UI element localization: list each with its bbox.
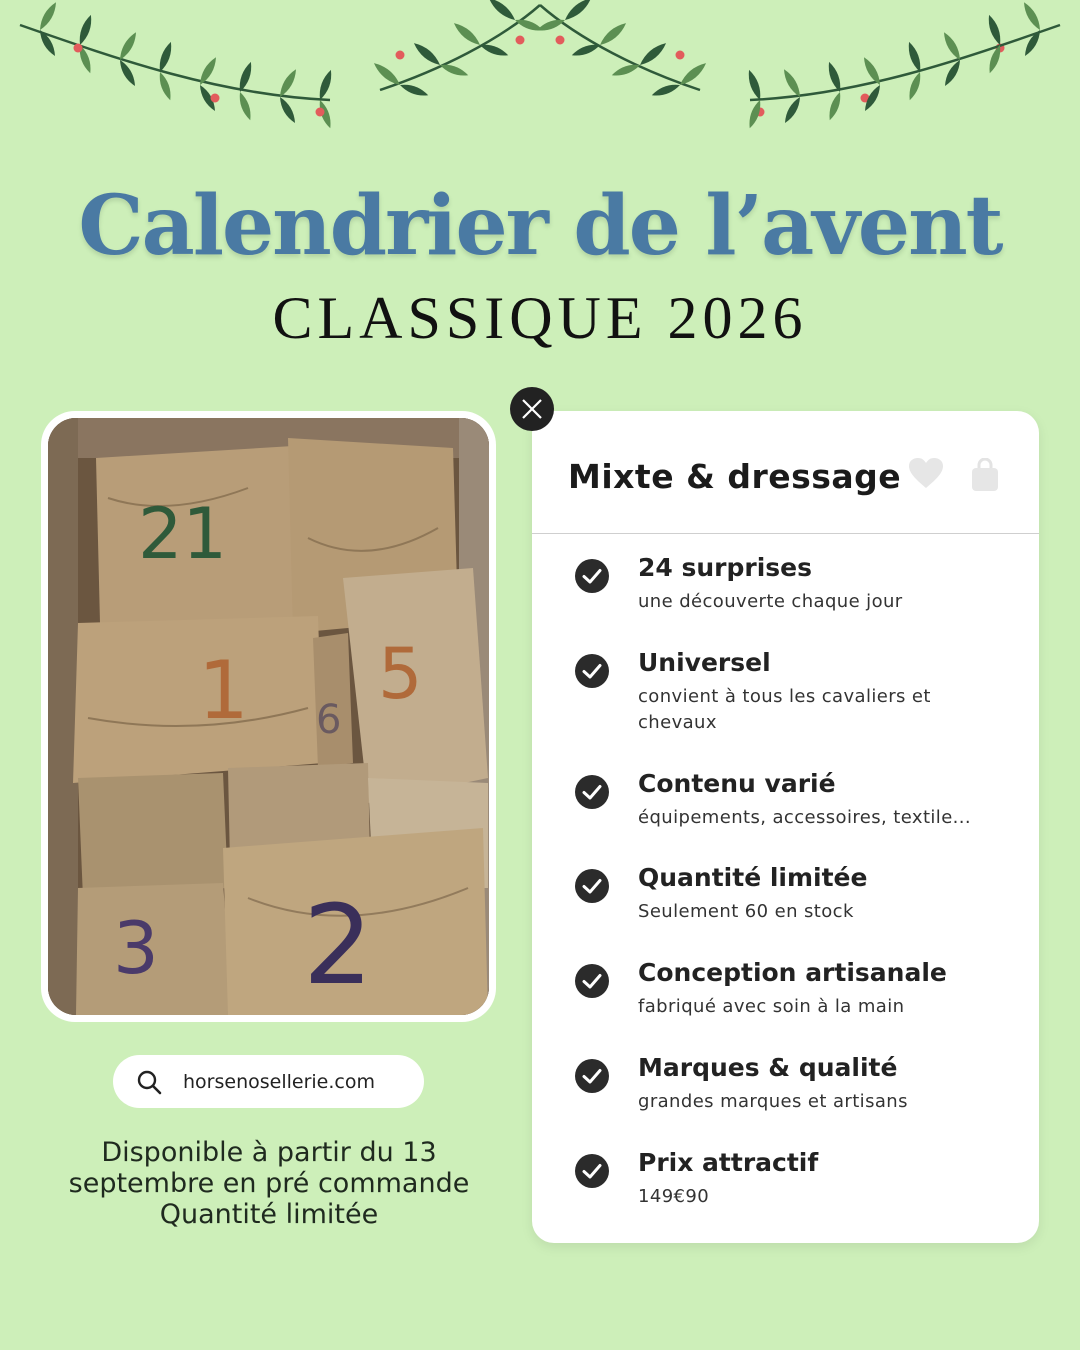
check-circle-icon xyxy=(574,774,610,810)
parcel-number: 2 xyxy=(303,881,373,1009)
feature-title: Conception artisanale xyxy=(638,958,947,987)
availability-line: Quantité limitée xyxy=(159,1199,379,1230)
shopping-bag-icon[interactable] xyxy=(971,458,999,492)
card-title: Mixte & dressage xyxy=(568,457,902,496)
feature-description: fabriqué avec soin à la main xyxy=(638,996,905,1017)
heart-icon[interactable] xyxy=(909,458,943,490)
check-circle-icon xyxy=(574,1153,610,1189)
feature-title: Prix attractif xyxy=(638,1148,819,1177)
feature-description: convient à tous les cavaliers et chevaux xyxy=(638,686,931,733)
parcel-number: 21 xyxy=(138,493,228,575)
product-photo-frame xyxy=(41,411,496,1022)
parcel-number: 1 xyxy=(198,644,249,737)
feature-title: Contenu varié xyxy=(638,769,836,798)
availability-line: Disponible à partir du 13 xyxy=(101,1137,437,1168)
close-icon xyxy=(521,398,543,420)
check-circle-icon xyxy=(574,653,610,689)
feature-description: équipements, accessoires, textile... xyxy=(638,807,972,828)
check-circle-icon xyxy=(574,868,610,904)
check-circle-icon xyxy=(574,963,610,999)
close-button[interactable] xyxy=(510,387,554,431)
availability-text xyxy=(28,1137,510,1230)
wrapped-parcels-image xyxy=(48,418,489,1015)
availability-line: septembre en pré commande xyxy=(68,1168,470,1199)
page-subtitle: CLASSIQUE 2026 xyxy=(272,285,808,351)
product-photo xyxy=(48,418,489,1015)
product-card xyxy=(532,411,1039,1243)
feature-description: une découverte chaque jour xyxy=(638,591,903,612)
holly-garland-decoration xyxy=(0,0,1080,140)
check-circle-icon xyxy=(574,558,610,594)
website-search-bar[interactable] xyxy=(113,1055,424,1108)
feature-description: Seulement 60 en stock xyxy=(638,901,854,922)
check-circle-icon xyxy=(574,1058,610,1094)
parcel-number: 6 xyxy=(316,697,342,743)
feature-title: Quantité limitée xyxy=(638,863,868,892)
website-url[interactable]: horsenosellerie.com xyxy=(183,1070,375,1093)
search-icon xyxy=(135,1068,163,1096)
page-title: Calendrier de l’avent xyxy=(78,178,1002,274)
parcel-number: 3 xyxy=(113,906,159,990)
feature-description: 149€90 xyxy=(638,1186,710,1207)
feature-description: grandes marques et artisans xyxy=(638,1091,908,1112)
feature-title: 24 surprises xyxy=(638,553,813,582)
parcel-number: 5 xyxy=(378,633,423,715)
feature-title: Marques & qualité xyxy=(638,1053,898,1082)
card-header xyxy=(532,411,1039,534)
feature-title: Universel xyxy=(638,648,771,677)
